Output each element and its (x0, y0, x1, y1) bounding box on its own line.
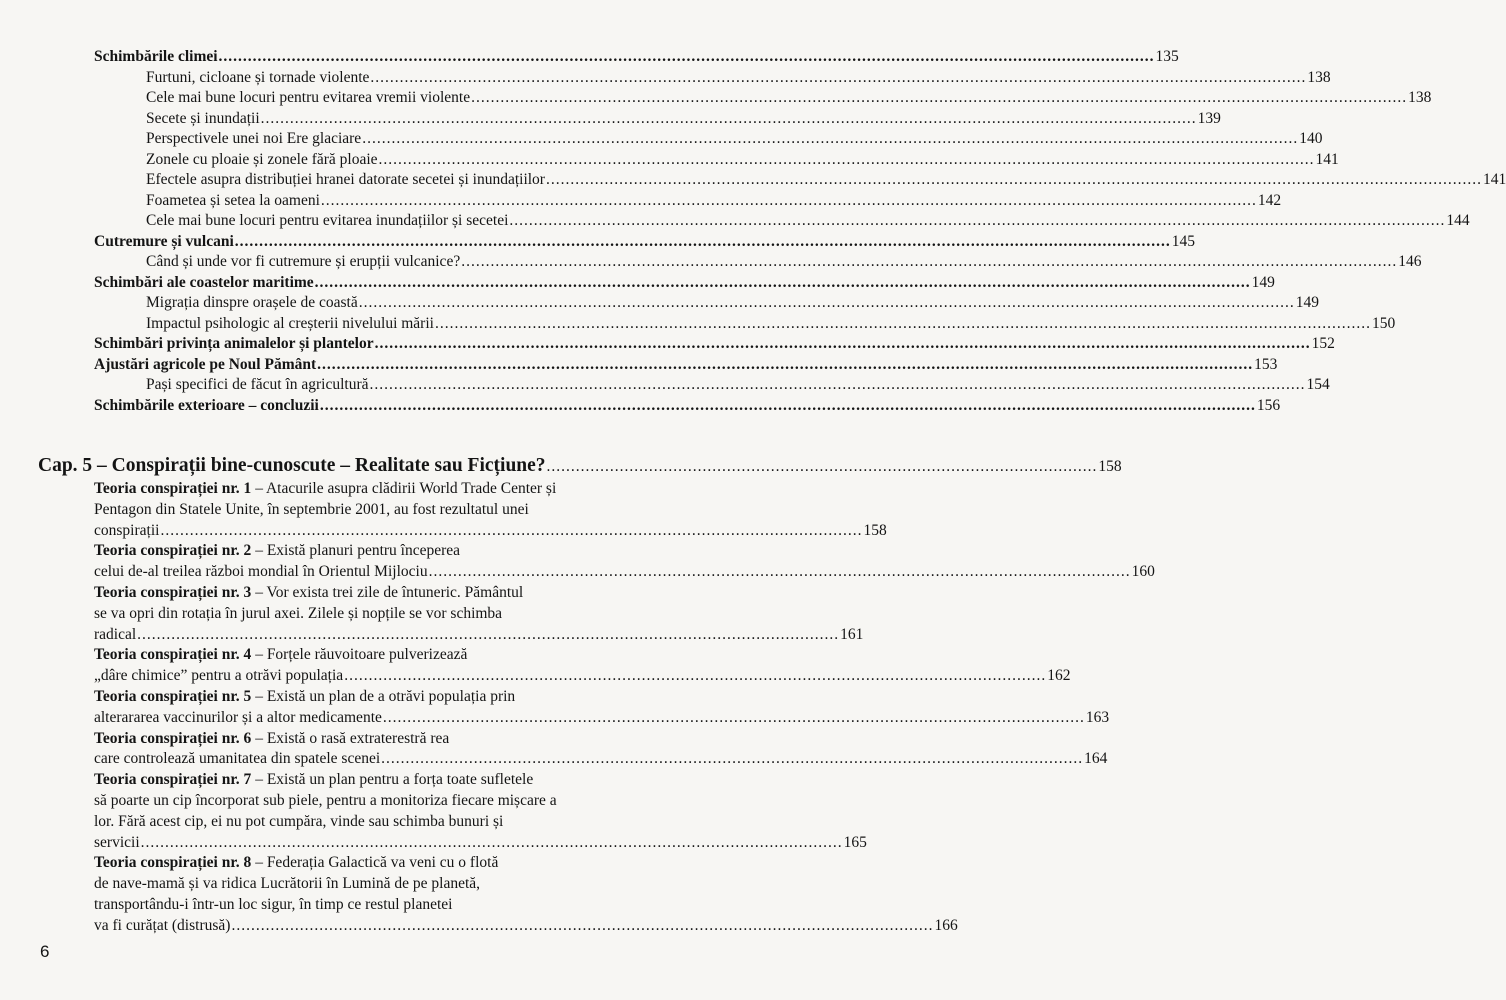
toc-subsection-entry (94, 375, 1330, 396)
theory-last-line (94, 916, 958, 937)
toc-entry-title: Zonele cu ploaie și zonele fără ploaie (146, 150, 378, 168)
chapter-page: 158 (1098, 458, 1122, 475)
toc-subsection-entry (94, 211, 1470, 232)
leader-dots (547, 458, 1098, 476)
theory-line (94, 895, 654, 916)
toc-section-entry (94, 355, 1278, 376)
leader-dots (359, 293, 1295, 314)
leader-dots (379, 150, 1315, 171)
theory-last-line (94, 708, 1110, 729)
theory-line (94, 687, 654, 708)
theory-text: – Există planuri pentru începerea (255, 542, 461, 560)
theory-text: se va opri din rotația în jurul axei. Zilele și nopțile se vor schimba (94, 604, 503, 622)
page-number: 6 (40, 942, 50, 961)
leader-dots (370, 68, 1306, 89)
theory-page: 161 (840, 625, 864, 643)
theory-text: să poarte un cip încorporat sub piele, pentru a monitoriza fiecare mișcare a (94, 791, 557, 809)
toc-entry-page: 141 (1315, 150, 1339, 168)
toc-entry-page: 144 (1446, 212, 1470, 229)
toc-entry-page: 149 (1295, 294, 1319, 311)
theory-text: – Există un plan de a otrăvi populația prin (255, 687, 516, 705)
theory-line (94, 791, 654, 812)
leader-dots (141, 833, 843, 854)
toc-section-entry (94, 396, 1281, 417)
theory-entry (94, 645, 1071, 687)
theory-label: Teoria conspirației nr. 8 (94, 854, 252, 872)
theory-line (94, 770, 654, 791)
theory-text: de nave-mamă și va ridica Lucrătorii în Lumină de pe planetă, (94, 875, 481, 893)
toc-entry-page: 145 (1171, 232, 1196, 250)
leader-dots (383, 708, 1085, 729)
theory-text: – Forțele răuvoitoare pulverizează (255, 646, 468, 664)
toc-entry-page: 149 (1251, 273, 1275, 291)
theory-page: 160 (1131, 563, 1155, 581)
theory-page: 164 (1084, 750, 1108, 768)
toc-subsection-entry (94, 150, 1339, 171)
toc-subsection-entry (94, 252, 1422, 273)
theory-entry (94, 770, 867, 853)
toc-entry-title: Schimbări privința animalelor și plantelor (94, 335, 374, 352)
toc-entry-title: Cele mai bune locuri pentru evitarea vremii violente (146, 89, 471, 106)
toc-section-entry (94, 47, 1179, 68)
theory-text: transportându-i într-un loc sigur, în timp ce restul planetei (94, 895, 453, 913)
theory-text: – Atacurile asupra clădirii World Trade Center și (255, 480, 557, 497)
toc-subsection-entry (94, 88, 1432, 109)
theory-entry (94, 853, 958, 936)
theory-text: celui de-al treilea război mondial în Orientul Mijlociu (94, 563, 428, 581)
toc-entry-title: Foametea și setea la oameni (146, 191, 320, 209)
leader-dots (261, 109, 1197, 130)
theory-label: Teoria conspirației nr. 7 (94, 771, 252, 789)
theory-text: lor. Fără acest cip, ei nu pot cumpăra, vinde sau schimba bunuri și (94, 812, 504, 830)
theory-line (94, 583, 654, 604)
toc-entry-page: 140 (1299, 130, 1323, 147)
toc-entry-title: Schimbările exterioare – concluzii (94, 396, 319, 414)
theory-entry (94, 541, 1155, 583)
leader-dots (461, 252, 1397, 273)
toc-entry-page: 135 (1155, 48, 1179, 65)
theory-label: Teoria conspirației nr. 3 (94, 583, 252, 601)
leader-dots (344, 666, 1046, 687)
theory-text: alterararea vaccinurilor și a altor medicamente (94, 708, 382, 726)
table-of-contents (94, 47, 1506, 416)
theory-page: 163 (1085, 708, 1110, 726)
theory-last-line (94, 666, 1071, 687)
toc-subsection-entry (94, 109, 1221, 130)
toc-entry-title: Schimbări ale coastelor maritime (94, 273, 314, 291)
theory-text: conspirații (94, 521, 160, 539)
leader-dots (370, 375, 1306, 396)
toc-entry-page: 150 (1371, 314, 1396, 332)
theory-text: servicii (94, 833, 140, 851)
toc-entry-title: Pași specifici de făcut în agricultură (146, 376, 369, 393)
theory-last-line (94, 562, 1155, 583)
theory-line (94, 541, 654, 562)
theory-entry (94, 479, 887, 541)
toc-entry-page: 138 (1307, 68, 1331, 86)
theory-label: Teoria conspirației nr. 1 (94, 480, 252, 497)
toc-entry-title: Cutremure și vulcani (94, 232, 234, 250)
toc-entry-title: Când și unde vor fi cutremure și erupții vulcanice? (146, 253, 461, 270)
toc-entry-title: Impactul psihologic al creșterii nivelului mării (146, 314, 434, 332)
toc-entry-title: Efectele asupra distribuției hranei datorate secetei și inundațiilor (146, 171, 545, 188)
leader-dots (429, 562, 1131, 583)
toc-entry-title: Schimbările climei (94, 48, 218, 65)
theory-entry (94, 583, 864, 645)
theory-last-line (94, 521, 887, 542)
leader-dots (137, 625, 839, 646)
toc-entry-title: Furtuni, cicloane și tornade violente (146, 68, 370, 86)
leader-dots (315, 273, 1251, 294)
theory-text: – Vor exista trei zile de întuneric. Pământul (255, 583, 524, 601)
chapter-heading (38, 455, 1122, 477)
theory-line (94, 874, 654, 895)
toc-entry-page: 141 (1482, 171, 1506, 188)
theory-page: 166 (934, 916, 958, 934)
leader-dots (509, 211, 1445, 232)
leader-dots (235, 232, 1171, 253)
toc-subsection-entry (94, 191, 1282, 212)
theory-text: va fi curățat (distrusă) (94, 916, 231, 934)
toc-entry-page: 154 (1306, 376, 1330, 393)
theory-text: „dâre chimice” pentru a otrăvi populația (94, 667, 344, 685)
theory-line (94, 604, 654, 625)
theory-page: 158 (863, 521, 887, 539)
toc-subsection-entry (94, 68, 1331, 89)
theory-page: 162 (1047, 667, 1071, 685)
theory-text: care controlează umanitatea din spatele scenei (94, 750, 381, 768)
toc-entry-title: Secete și inundații (146, 109, 260, 127)
theory-line (94, 479, 654, 500)
leader-dots (231, 916, 933, 937)
toc-subsection-entry (94, 293, 1319, 314)
toc-entry-page: 156 (1256, 396, 1281, 414)
toc-entry-page: 139 (1197, 109, 1221, 127)
toc-entry-page: 138 (1408, 89, 1432, 106)
theory-label: Teoria conspirației nr. 2 (94, 542, 252, 560)
chapter-title: Cap. 5 – Conspirații bine-cunoscute – Realitate sau Ficțiune? (38, 455, 546, 476)
theory-entry (94, 729, 1108, 771)
theory-last-line (94, 749, 1108, 770)
toc-section-entry (94, 273, 1275, 294)
leader-dots (320, 396, 1256, 417)
theory-text: radical (94, 625, 137, 643)
toc-entry-page: 152 (1311, 335, 1335, 352)
toc-entry-title: Migrația dinspre orașele de coastă (146, 294, 358, 311)
toc-entry-title: Ajustări agricole pe Noul Pământ (94, 355, 317, 373)
toc-entry-page: 153 (1254, 355, 1278, 373)
theory-last-line (94, 833, 867, 854)
leader-dots (381, 749, 1083, 770)
theory-label: Teoria conspirației nr. 6 (94, 729, 252, 747)
theory-label: Teoria conspirației nr. 5 (94, 687, 252, 705)
toc-subsection-entry (94, 170, 1506, 191)
leader-dots (321, 191, 1257, 212)
leader-dots (546, 170, 1482, 191)
toc-subsection-entry (94, 314, 1396, 335)
leader-dots (435, 314, 1371, 335)
theory-page: 165 (843, 833, 867, 851)
toc-section-entry (94, 334, 1335, 355)
leader-dots (362, 129, 1298, 150)
theory-entry (94, 687, 1110, 729)
theory-line (94, 812, 654, 833)
leader-dots (160, 521, 862, 542)
toc-entry-title: Cele mai bune locuri pentru evitarea inundațiilor și secetei (146, 212, 509, 229)
toc-section-entry (94, 232, 1196, 253)
leader-dots (219, 47, 1155, 68)
theory-line (94, 729, 654, 750)
theory-list (94, 479, 1155, 937)
theory-label: Teoria conspirației nr. 4 (94, 646, 252, 664)
theory-line (94, 853, 654, 874)
theory-line (94, 500, 654, 521)
theory-line (94, 645, 654, 666)
theory-last-line (94, 625, 864, 646)
toc-entry-page: 146 (1398, 253, 1422, 270)
theory-text: – Există o rasă extraterestră rea (255, 729, 450, 747)
theory-text: – Federația Galactică va veni cu o flotă (255, 854, 499, 872)
leader-dots (375, 334, 1311, 355)
toc-entry-page: 142 (1257, 191, 1282, 209)
leader-dots (471, 88, 1407, 109)
toc-entry-title: Perspectivele unei noi Ere glaciare (146, 130, 362, 147)
theory-text: Pentagon din Statele Unite, în septembrie 2001, au fost rezultatul unei (94, 500, 529, 518)
toc-subsection-entry (94, 129, 1323, 150)
leader-dots (317, 355, 1253, 376)
theory-text: – Există un plan pentru a forța toate sufletele (255, 771, 534, 789)
